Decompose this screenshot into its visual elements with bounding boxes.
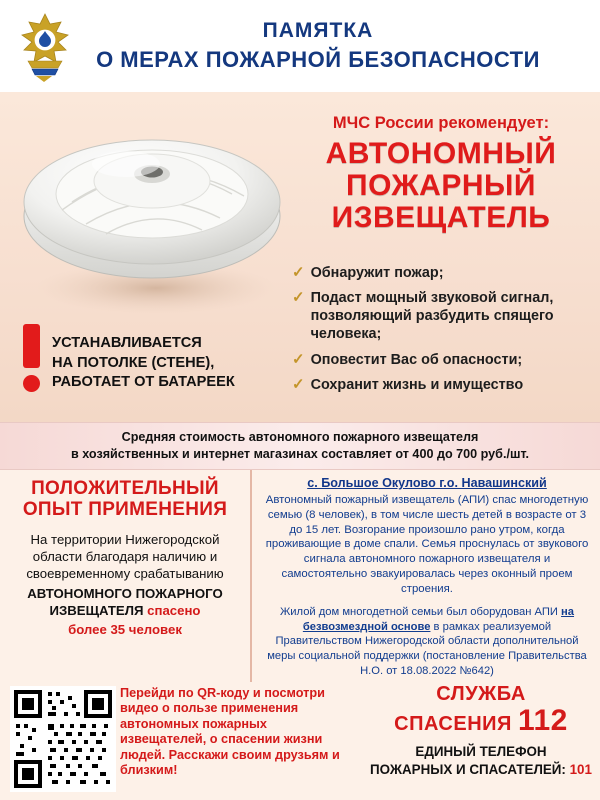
main-title-line1: АВТОНОМНЫЙ	[325, 137, 557, 170]
installation-note	[52, 334, 282, 393]
positive-experience-column	[0, 470, 252, 682]
smoke-detector-image	[6, 98, 292, 328]
header-title-line2: О МЕРАХ ПОЖАРНОЙ БЕЗОПАСНОСТИ	[96, 47, 540, 72]
positive-saved-word: спасено	[147, 603, 201, 619]
positive-body-line1: На территории Нижегородской	[30, 531, 220, 547]
rescue-service-number: 112	[517, 704, 568, 737]
check-icon: ✓	[292, 350, 305, 368]
rescue-service-line1: СЛУЖБА	[436, 683, 526, 705]
price-line1: Средняя стоимость автономного пожарного извещателя	[121, 430, 479, 444]
case-paragraph-2a: Жилой дом многодетной семьи был оборудован АПИ	[279, 605, 562, 618]
rescue-service-block	[362, 682, 600, 800]
header-title-line1: ПАМЯТКА	[262, 19, 374, 42]
rescue-service-word: СПАСЕНИЯ	[394, 713, 512, 735]
check-icon: ✓	[292, 375, 305, 393]
positive-title	[10, 478, 240, 521]
positive-body-bold: АВТОНОМНОГО ПОЖАРНОГО ИЗВЕЩАТЕЛЯ	[27, 585, 223, 619]
positive-title-line1: ПОЛОЖИТЕЛЬНЫЙ	[31, 478, 219, 499]
positive-title-line2: ОПЫТ ПРИМЕНЕНИЯ	[22, 499, 228, 521]
benefit-label: Сохранит жизнь и имущество	[310, 376, 524, 393]
main-title-line3: ИЗВЕЩАТЕЛЬ	[331, 200, 551, 234]
single-phone-label: ЕДИНЫЙ ТЕЛЕФОН	[415, 743, 547, 759]
installation-line2: НА ПОТОЛКЕ (СТЕНЕ),	[52, 354, 215, 371]
qr-code-icon[interactable]	[10, 686, 116, 792]
main-title	[288, 138, 594, 233]
positive-body	[10, 531, 240, 639]
case-location: с. Большое Окулово г.о. Навашинский	[307, 476, 547, 490]
main-title-line2: ПОЖАРНЫЙ	[346, 168, 536, 202]
check-icon: ✓	[292, 264, 305, 281]
price-line2: в хозяйственных и интернет магазинах составляет от 400 до 700 руб./шт.	[70, 447, 530, 461]
installation-line1: УСТАНАВЛИВАЕТСЯ	[52, 335, 202, 351]
positive-body-line3: своевременному срабатыванию	[26, 566, 224, 582]
case-paragraph-2-underlined: на безвозмездной основе	[302, 605, 575, 633]
benefit-label: Оповестит Вас об опасности;	[310, 351, 523, 368]
qr-container	[0, 682, 116, 800]
benefit-label: Подаст мощный звуковой сигнал, позволяющий разбудить спящего человека;	[310, 290, 554, 343]
benefit-item	[292, 376, 594, 394]
content-columns	[0, 470, 600, 682]
bottom-section	[0, 682, 600, 800]
benefit-item	[292, 351, 594, 369]
fire-phone-number: 101	[569, 761, 592, 777]
case-paragraph-1: Автономный пожарный извещатель (АПИ) спас многодетную семью (8 человек), в том числе шесть детей в возрасте от 3 до 15 лет. Возгорание произошло рано утром, когда проживающие в доме спали. Семья проснулась от звукового сигнала автономного пожарного извещателя и самостоятельно эвакуировалась через оконный проем строения.	[265, 494, 589, 595]
mchs-recommend-text: МЧС России рекомендует:	[332, 114, 550, 132]
benefits-list	[292, 264, 594, 401]
positive-body-line2: области благодаря наличию и	[32, 548, 218, 564]
benefit-item	[292, 264, 594, 282]
qr-instruction-text: Перейди по QR-коду и посмотри видео о пользе применения автономных пожарных извещателей, о спасении жизни людей. Расскажи своим друзьям и близким!	[120, 686, 340, 778]
mchs-emblem-icon	[14, 11, 76, 81]
exclamation-icon	[14, 324, 48, 392]
poster-header	[0, 0, 600, 92]
header-titles	[76, 19, 600, 73]
check-icon: ✓	[292, 289, 305, 307]
hero-section	[0, 92, 600, 422]
benefit-label: Обнаружит пожар;	[310, 265, 444, 281]
case-paragraph-2	[262, 605, 592, 679]
fire-phone-label: ПОЖАРНЫХ И СПАСАТЕЛЕЙ:	[370, 761, 566, 777]
case-paragraph-2b: в рамках реализуемой Правительством Нижегородской области дополнительной меры социальной поддержки (постановление Правительства Н.О. от 18.08.2022 №642)	[267, 620, 587, 677]
fire-phone-row	[362, 762, 600, 777]
installation-line3: РАБОТАЕТ ОТ БАТАРЕЕК	[52, 374, 235, 391]
benefit-item	[292, 289, 594, 343]
case-story-column	[252, 470, 600, 682]
positive-saved-count: более 35 человек	[68, 621, 182, 637]
price-strip	[0, 422, 600, 470]
rescue-service-line2	[362, 705, 600, 737]
